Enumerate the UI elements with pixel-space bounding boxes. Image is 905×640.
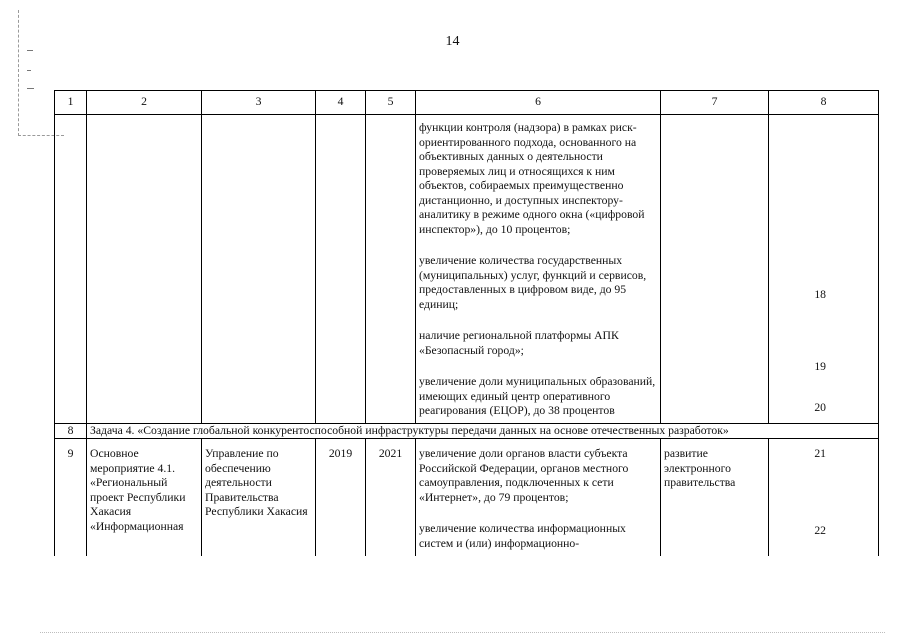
cell-empty <box>55 115 87 424</box>
indicator-text: функции контроля (надзора) в рамках риск-ориентированного подхода, основанного на объективных данных о деятельности проверяемых лиц и относящихся к ним объектов, собираемых преимущественно дистанционно, и доступных инспектору-аналитику в режиме одного окна («цифровой инспектор»), до 10 процентов; <box>419 121 645 236</box>
task-row-number: 8 <box>55 423 87 439</box>
header-col-7: 7 <box>661 91 769 115</box>
cell-empty <box>202 115 316 424</box>
indicator-number: 19 <box>814 360 826 373</box>
table-row-9 <box>55 439 879 556</box>
indicators-cell <box>416 439 661 556</box>
activity-name: Основное мероприятие 4.1. «Региональный проект Республики Хакасия «Информационная <box>87 439 202 556</box>
scan-noise-line <box>40 632 885 634</box>
cell-empty <box>661 115 769 424</box>
indicator-number: 21 <box>814 447 826 460</box>
header-col-8: 8 <box>769 91 879 115</box>
indicator-text: увеличение доли органов власти субъекта Российской Федерации, органов местного самоуправления, подключенных к сети «Интернет», до 79 процентов; <box>419 447 629 504</box>
header-col-6: 6 <box>416 91 661 115</box>
table-row-continued <box>55 115 879 424</box>
indicator-numbers-cell <box>769 115 879 424</box>
indicator-text: наличие региональной платформы АПК «Безопасный город»; <box>419 329 619 357</box>
program-table <box>54 90 879 556</box>
header-col-3: 3 <box>202 91 316 115</box>
indicators-cell <box>416 115 661 424</box>
header-col-1: 1 <box>55 91 87 115</box>
indicator-number: 22 <box>814 524 826 537</box>
header-row <box>55 91 879 115</box>
indicator-text: увеличение количества информационных систем и (или) информационно- <box>419 522 626 550</box>
indicator-text: увеличение количества государственных (муниципальных) услуг, функций и сервисов, предоставленных в цифровом виде, до 95 единиц; <box>419 254 647 311</box>
page-number: 14 <box>445 34 460 49</box>
task-row <box>55 423 879 439</box>
cell-empty <box>87 115 202 424</box>
task-title: Задача 4. «Создание глобальной конкурентоспособной инфраструктуры передачи данных на основе отечественных разработок» <box>87 423 879 439</box>
start-year: 2019 <box>316 439 366 556</box>
indicator-number: 18 <box>814 288 826 301</box>
indicator-numbers-cell <box>769 439 879 556</box>
header-col-5: 5 <box>366 91 416 115</box>
direction-cell: развитие электронного правительства <box>661 439 769 556</box>
responsible-executor: Управление по обеспечению деятельности Правительства Республики Хакасия <box>202 439 316 556</box>
header-col-4: 4 <box>316 91 366 115</box>
indicator-text: увеличение доли муниципальных образований, имеющих единый центр оперативного реагирования (ЕЦОР), до 38 процентов <box>419 375 656 417</box>
end-year: 2021 <box>366 439 416 556</box>
cell-empty <box>366 115 416 424</box>
row-number: 9 <box>55 439 87 556</box>
cell-empty <box>316 115 366 424</box>
header-col-2: 2 <box>87 91 202 115</box>
indicator-number: 20 <box>814 401 826 414</box>
